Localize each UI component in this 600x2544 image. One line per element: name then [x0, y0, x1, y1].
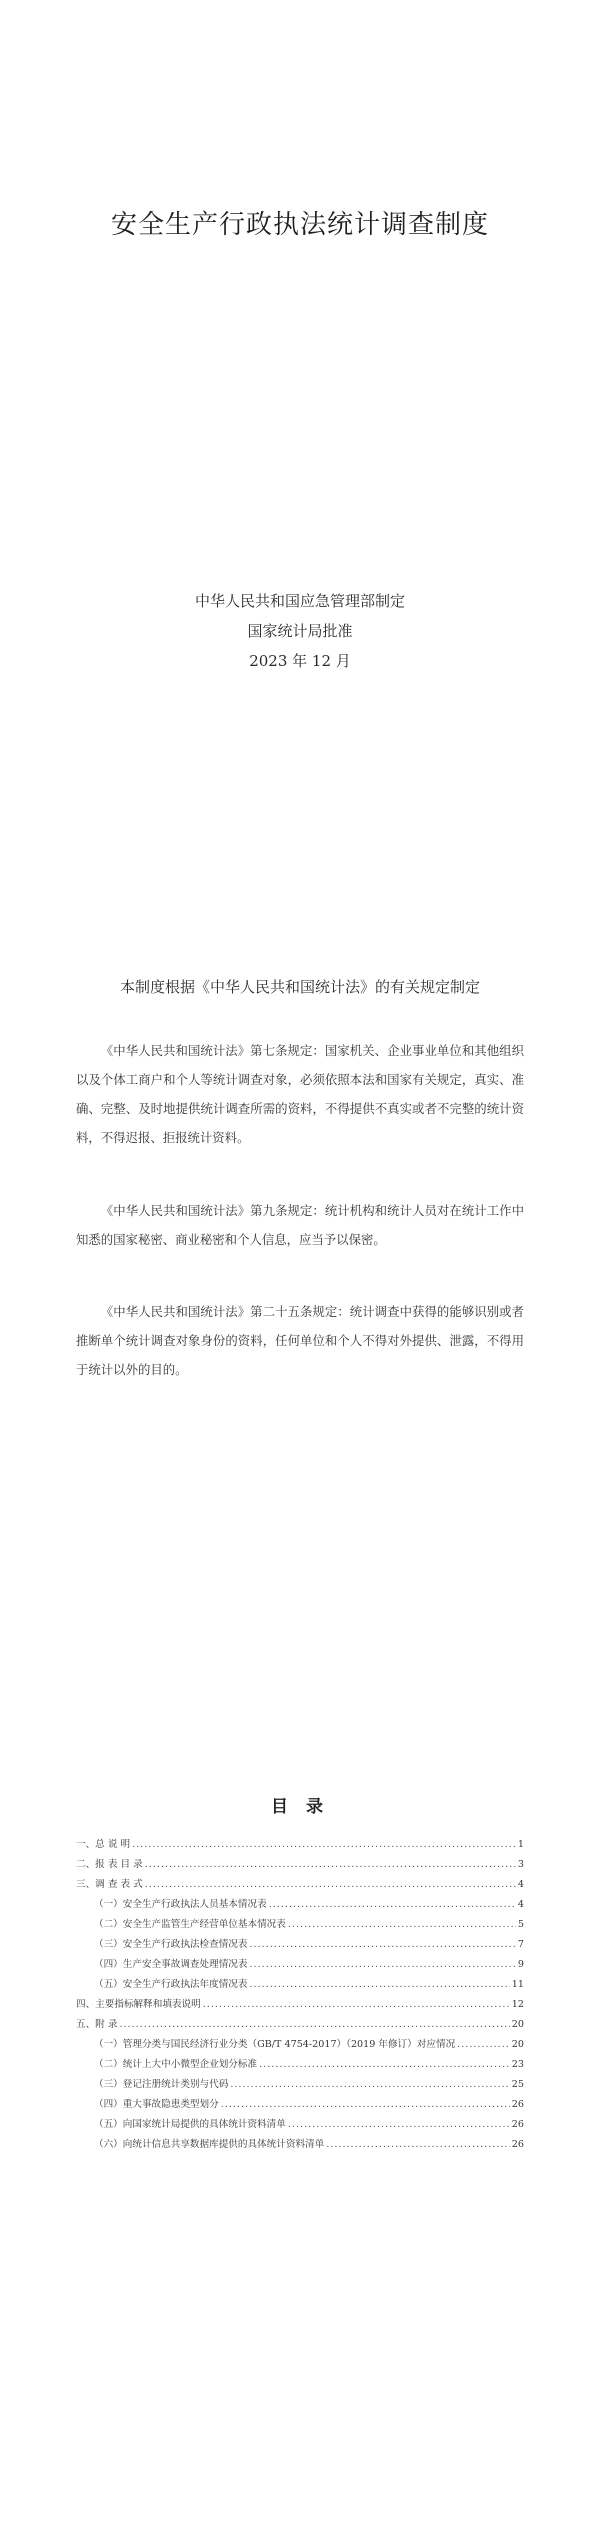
toc-entry-label: （三）登记注册统计类别与代码	[94, 2079, 229, 2090]
toc-entry-page: 20	[511, 2019, 524, 2030]
toc-leader-dots	[221, 2099, 510, 2110]
toc-entry[interactable]	[76, 1936, 524, 1956]
toc-leader-dots	[326, 2139, 510, 2150]
toc-entry[interactable]	[76, 2056, 524, 2076]
toc-leader-dots	[119, 2019, 509, 2030]
toc-entry-page: 26	[511, 2119, 524, 2130]
toc-entry-page: 3	[517, 1859, 524, 1870]
toc-entry[interactable]	[76, 1916, 524, 1936]
toc-entry[interactable]	[76, 1876, 524, 1896]
toc-entry-label: （四）重大事故隐患类型划分	[94, 2099, 219, 2110]
toc-entry[interactable]	[76, 1856, 524, 1876]
statute-article-9: 《中华人民共和国统计法》第九条规定：统计机构和统计人员对在统计工作中知悉的国家秘密、商业秘密和个人信息，应当予以保密。	[76, 1203, 524, 1247]
toc-leader-dots	[288, 2119, 510, 2130]
toc-entry[interactable]	[76, 2036, 524, 2056]
toc-entry[interactable]	[76, 1976, 524, 1996]
toc-entry-label: 二、报 表 目 录	[76, 1859, 143, 1870]
toc-entry-label: （二）统计上大中小微型企业划分标准	[94, 2059, 258, 2070]
toc-leader-dots	[145, 1859, 516, 1870]
toc-leader-dots	[145, 1879, 516, 1890]
toc-leader-dots	[250, 1979, 510, 1990]
toc-leader-dots	[288, 1919, 516, 1930]
toc-entry-label: （二）安全生产监管生产经营单位基本情况表	[94, 1919, 286, 1930]
issue-date: 2023 年 12 月	[249, 652, 351, 670]
table-of-contents	[76, 1836, 524, 2156]
toc-entry-page: 4	[517, 1879, 524, 1890]
toc-leader-dots	[230, 2079, 509, 2090]
toc-leader-dots	[203, 1999, 510, 2010]
toc-leader-dots	[457, 2039, 510, 2050]
toc-entry[interactable]	[76, 1956, 524, 1976]
toc-entry-label: （一）安全生产行政执法人员基本情况表	[94, 1899, 267, 1910]
legal-basis-heading: 本制度根据《中华人民共和国统计法》的有关规定制定	[119, 978, 480, 996]
toc-leader-dots	[250, 1959, 516, 1970]
toc-entry-label: 一、总 说 明	[76, 1839, 131, 1850]
toc-entry-page: 26	[511, 2139, 524, 2150]
toc-entry[interactable]	[76, 1996, 524, 2016]
toc-entry-page: 7	[517, 1939, 524, 1950]
toc-entry-page: 12	[511, 1999, 524, 2010]
toc-entry[interactable]	[76, 2136, 524, 2156]
toc-entry-page: 9	[517, 1959, 524, 1970]
toc-entry-label: 四、主要指标解释和填表说明	[76, 1999, 201, 2010]
toc-entry-label: （四）生产安全事故调查处理情况表	[94, 1959, 248, 1970]
toc-entry[interactable]	[76, 1836, 524, 1856]
toc-entry[interactable]	[76, 2016, 524, 2036]
toc-entry[interactable]	[76, 2076, 524, 2096]
toc-entry-page: 25	[511, 2079, 524, 2090]
toc-entry-page: 5	[517, 1919, 524, 1930]
toc-leader-dots	[250, 1939, 516, 1950]
toc-entry[interactable]	[76, 1896, 524, 1916]
toc-entry-label: 三、调 查 表 式	[76, 1879, 143, 1890]
toc-entry-label: （五）安全生产行政执法年度情况表	[94, 1979, 248, 1990]
issuer-approval: 国家统计局批准	[247, 622, 353, 640]
toc-entry-page: 11	[511, 1979, 524, 1990]
document-title: 安全生产行政执法统计调查制度	[110, 210, 489, 240]
toc-entry-label: （一）管理分类与国民经济行业分类（GB/T 4754-2017）（2019 年修订）对应情况	[94, 2039, 456, 2050]
toc-leader-dots	[269, 1899, 516, 1910]
issuer-ministry: 中华人民共和国应急管理部制定	[194, 592, 405, 610]
toc-entry-label: （三）安全生产行政执法检查情况表	[94, 1939, 248, 1950]
toc-leader-dots	[259, 2059, 510, 2070]
toc-leader-dots	[132, 1839, 516, 1850]
toc-entry-page: 23	[511, 2059, 524, 2070]
toc-entry[interactable]	[76, 2096, 524, 2116]
toc-entry[interactable]	[76, 2116, 524, 2136]
toc-entry-label: （六）向统计信息共享数据库提供的具体统计资料清单	[94, 2139, 325, 2150]
toc-entry-label: （五）向国家统计局提供的具体统计资料清单	[94, 2119, 286, 2130]
toc-entry-page: 1	[517, 1839, 524, 1850]
toc-entry-page: 26	[511, 2099, 524, 2110]
statute-article-7: 《中华人民共和国统计法》第七条规定：国家机关、企业事业单位和其他组织以及个体工商户和个人等统计调查对象，必须依照本法和国家有关规定，真实、准确、完整、及时地提供统计调查所需的资料，不得提供不真实或者不完整的统计资料，不得迟报、拒报统计资料。	[76, 1043, 524, 1145]
toc-entry-label: 五、附 录	[76, 2019, 118, 2030]
toc-heading: 目 录	[271, 1797, 329, 1817]
toc-entry-page: 4	[517, 1899, 524, 1910]
toc-entry-page: 20	[511, 2039, 524, 2050]
statute-article-25: 《中华人民共和国统计法》第二十五条规定：统计调查中获得的能够识别或者推断单个统计调查对象身份的资料，任何单位和个人不得对外提供、泄露，不得用于统计以外的目的。	[76, 1304, 524, 1377]
